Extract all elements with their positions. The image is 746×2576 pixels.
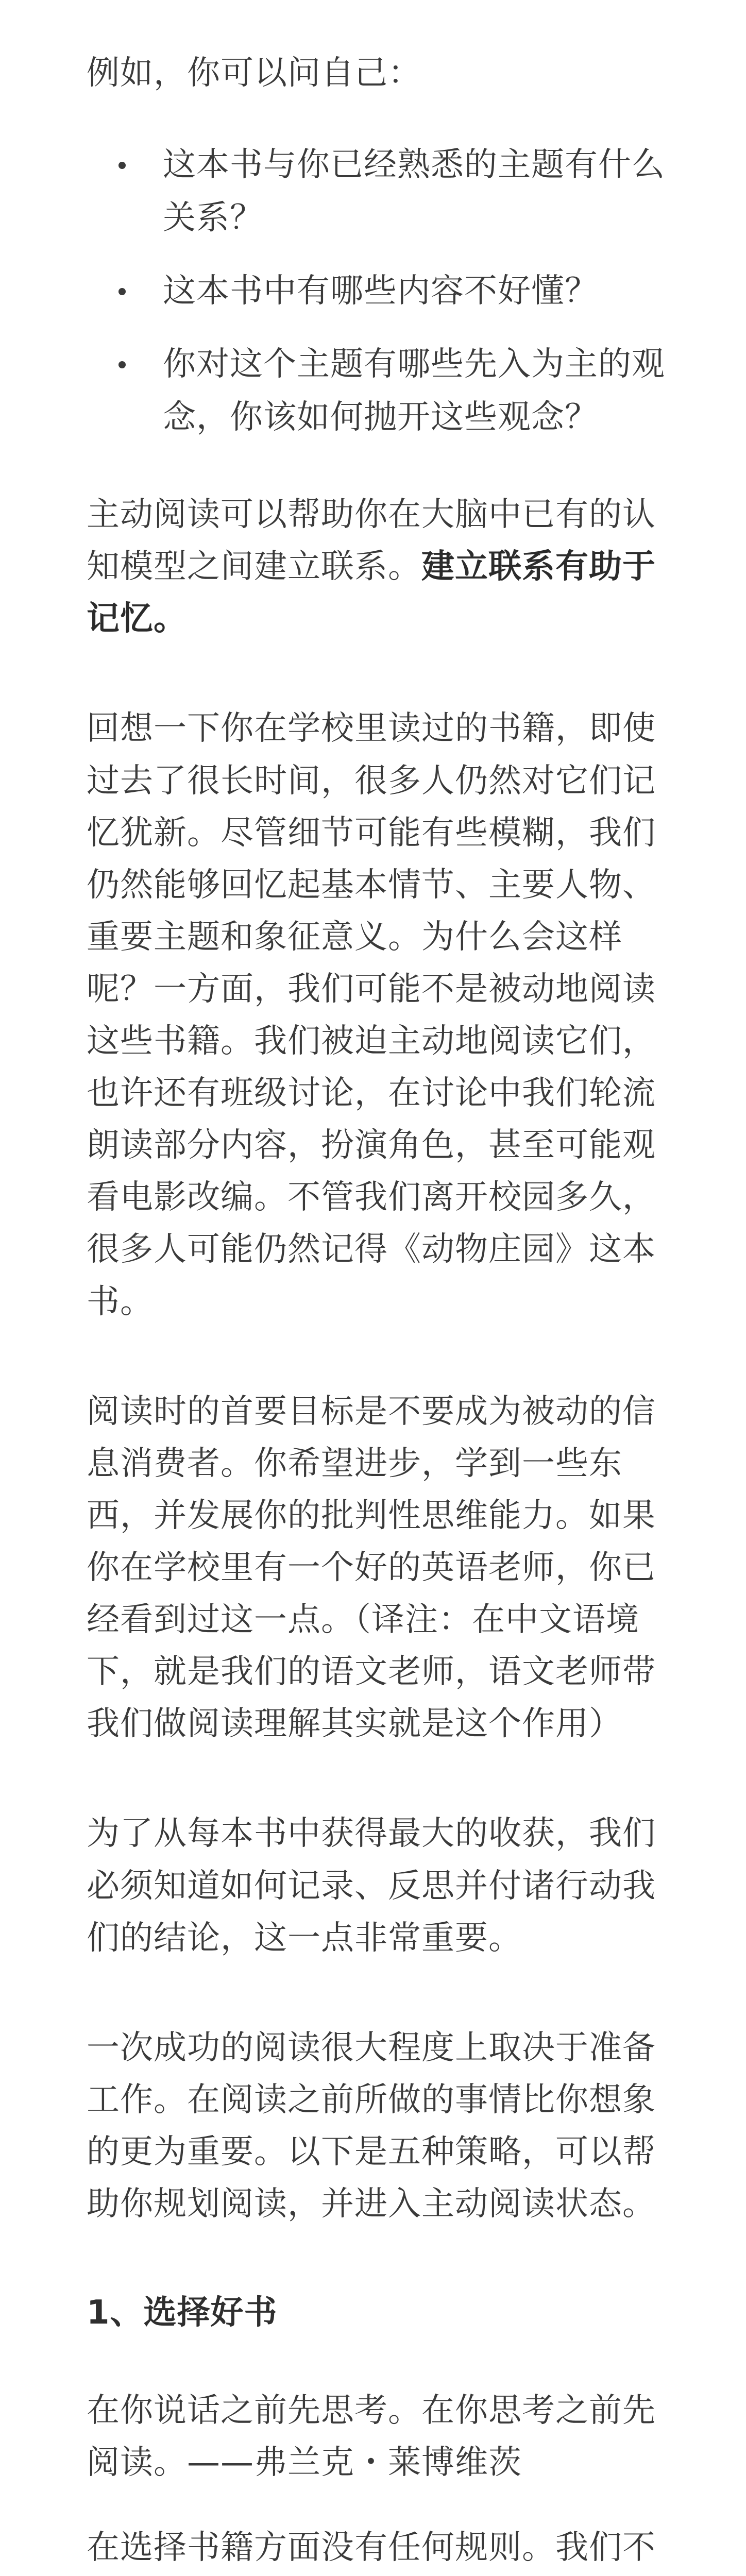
section-heading-choose-books: 1、选择好书 xyxy=(87,2294,278,2332)
school-recall-paragraph: 回想一下你在学校里读过的书籍，即使过去了很长时间，很多人仍然对它们记忆犹新。尽管细节可能有些模糊，我们仍然能够回忆起基本情节、主要人物、重要主题和象征意义。为什么会这样呢？一方面，我们可能不是被动地阅读这些书籍。我们被迫主动地阅读它们，也许还有班级讨论，在讨论中我们轮流朗读部分内容，扮演角色，甚至可能观看电影改编。不管我们离开校园多久，很多人可能仍然记得《动物庄园》这本书。 xyxy=(87,709,656,1321)
question-item: 这本书中有哪些内容不好懂？ xyxy=(87,265,682,317)
quote-paragraph: 在你说话之前先思考。在你思考之前先阅读。——弗兰克・莱博维茨 xyxy=(87,2392,656,2482)
active-reading-paragraph xyxy=(87,489,682,645)
harvest-paragraph: 为了从每本书中获得最大的收获，我们必须知道如何记录、反思并付诸行动我们的结论，这一点非常重要。 xyxy=(87,1815,656,1957)
memory-emphasis: 建立联系有助于记忆。 xyxy=(87,548,656,638)
intro-paragraph: 例如，你可以问自己： xyxy=(87,54,421,92)
question-item: 你对这个主题有哪些先入为主的观念，你该如何抛开这些观念？ xyxy=(87,338,682,444)
question-item: 这本书与你已经熟悉的主题有什么关系？ xyxy=(87,139,682,244)
question-list xyxy=(87,139,682,444)
no-rules-paragraph: 在选择书籍方面没有任何规则。我们不 xyxy=(87,2529,656,2567)
reading-goal-paragraph: 阅读时的首要目标是不要成为被动的信息消费者。你希望进步，学到一些东西，并发展你的批判性思维能力。如果你在学校里有一个好的英语老师，你已经看到过这一点。（译注：在中文语境下，就是我们的语文老师，语文老师带我们做阅读理解其实就是这个作用） xyxy=(87,1392,656,1743)
active-reading-text: 主动阅读可以帮助你在大脑中已有的认知模型之间建立联系。 xyxy=(87,496,656,586)
preparation-paragraph: 一次成功的阅读很大程度上取决于准备工作。在阅读之前所做的事情比你想象的更为重要。以下是五种策略，可以帮助你规划阅读，并进入主动阅读状态。 xyxy=(87,2028,656,2224)
